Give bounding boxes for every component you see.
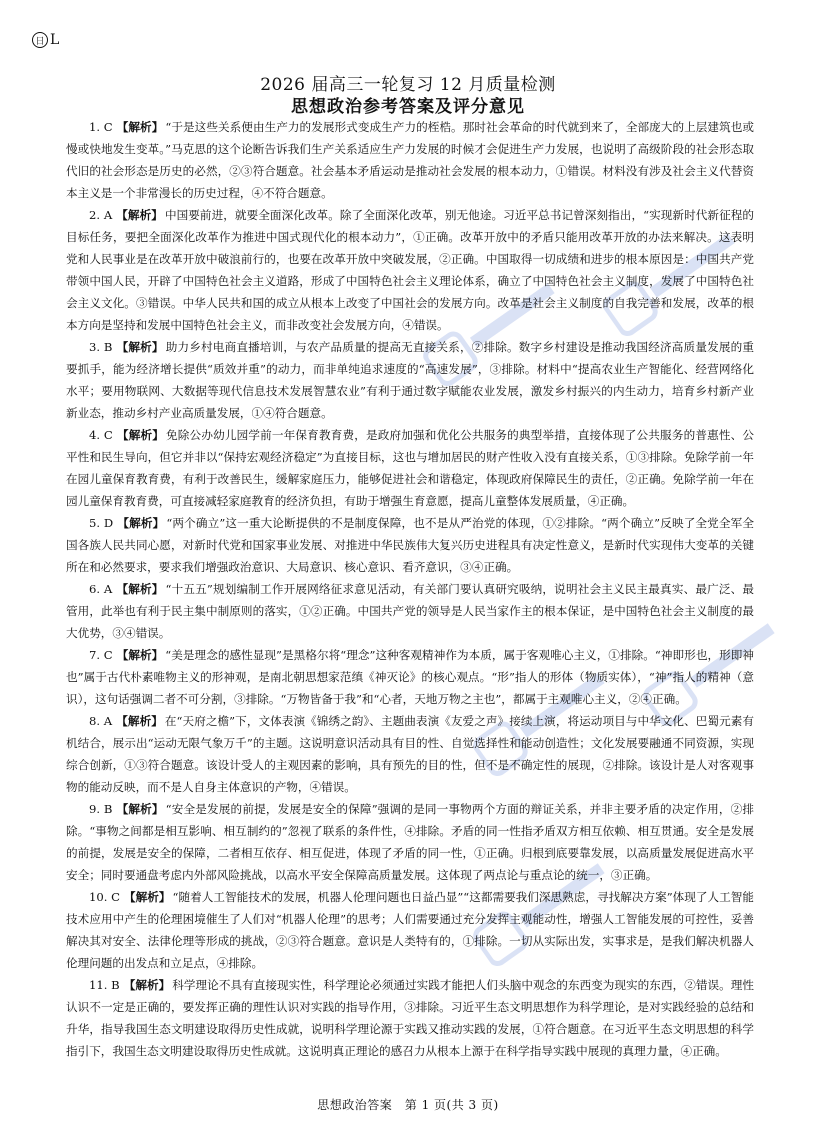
answer-number: 1. C: [89, 120, 113, 134]
analysis-text: 科学理论不具有直接现实性，科学理论必须通过实践才能把人们头脑中观念的东西变为现实的东西，②错误。理性认识不一定是正确的，要发挥正确的理性认识对实践的指导作用，③排除。习近平生态文明思想作为科学理论，是对实践经验的总结和升华，指导我国生态文明建设取得历史性成就，说明科学理论源于实践又推动实践的发展，①符合题意。在习近平生态文明思想的科学指引下，我国生态文明建设取得历史性成就。这说明真正理论的感召力从根本上源于在科学指导实践中展现的真理力量，④正确。: [66, 978, 754, 1058]
answer-item: [66, 116, 754, 204]
answer-number: 3. B: [89, 340, 113, 354]
exam-title: 2026 届高三一轮复习 12 月质量检测: [260, 75, 556, 95]
answer-item: [66, 886, 754, 974]
answer-number: 4. C: [89, 428, 113, 442]
answer-item: [66, 424, 754, 512]
answer-item: [66, 974, 754, 1062]
answer-number: 9. B: [89, 802, 113, 816]
analysis-tag: 【解析】: [123, 978, 171, 992]
analysis-tag: 【解析】: [116, 340, 164, 354]
answer-item: [66, 336, 754, 424]
answer-number: 7. C: [89, 648, 113, 662]
answer-item: [66, 798, 754, 886]
analysis-text: “于是这些关系便由生产力的发展形式变成生产力的桎梏。那时社会革命的时代就到来了，全部庞大的上层建筑也或慢或快地发生变革。”马克思的这个论断告诉我们生产关系适应生产力发展的时候才会促进生产力发展，也说明了高级阶段的社会形态取代旧的社会形态是历史的必然，②③符合题意。社会基本矛盾运动是推动社会发展的根本动力，①错误。材料没有涉及社会主义代替资本主义是一个非常漫长的历史过程，④不符合题意。: [66, 120, 754, 200]
analysis-text: “安全是发展的前提，发展是安全的保障”强调的是同一事物两个方面的辩证关系，并非主要矛盾的决定作用，②排除。“事物之间都是相互影响、相互制约的”忽视了联系的条件性，④排除。矛盾的同一性指矛盾双方相互依赖、相互贯通。安全是发展的前提，发展是安全的保障，二者相互依存、相互促进，体现了矛盾的同一性，①正确。归根到底要靠发展，以高质量发展促进高水平安全；同时要通盘考虑内外部风险挑战，以高水平安全保障高质量发展。这体现了两点论与重点论的统一，③正确。: [66, 802, 754, 882]
analysis-text: “美是理念的感性显现”是黑格尔将“理念”这种客观精神作为本质，属于客观唯心主义，①排除。“神即形也，形即神也”属于古代朴素唯物主义的形神观，是南北朝思想家范缜《神灭论》的核心观点。“形”指人的形体（物质实体），“神”指人的精神（意识），这句话强调二者不可分割，③排除。“万物皆备于我”和“心者，天地万物之主也”，都属于主观唯心主义，②④正确。: [66, 648, 754, 706]
analysis-tag: 【解析】: [116, 714, 163, 728]
analysis-text: 免除公办幼儿园学前一年保育教育费，是政府加强和优化公共服务的典型举措，直接体现了公共服务的普惠性、公平性和民生导向，但它并非以“保持宏观经济稳定”为直接目标，这也与增加居民的财产性收入没有直接关系，①③排除。免除学前一年在园儿童保育教育费，有利于改善民生，缓解家庭压力，能够促进社会和谐稳定，体现政府保障民生的责任，②正确。免除学前一年在园儿童保育教育费，可直接减轻家庭教育的经济负担，有助于增强生育意愿，提高儿童整体发展质量，④正确。: [66, 428, 754, 508]
answer-number: 5. D: [89, 516, 114, 530]
analysis-tag: 【解析】: [117, 516, 165, 530]
analysis-tag: 【解析】: [116, 802, 164, 816]
analysis-text: 中国要前进，就要全面深化改革。除了全面深化改革，别无他途。习近平总书记曾深刻指出，“实现新时代新征程的目标任务，要把全面深化改革作为推进中国式现代化的根本动力”，①正确。改革开放中的矛盾只能用改革开放的办法来解决。这表明党和人民事业是在改革开放中破浪前行的，也要在改革开放中突破发展，②正确。中国取得一切成绩和进步的根本原因是：中国共产党带领中国人民，开辟了中国特色社会主义道路，形成了中国特色社会主义理论体系，确立了中国特色社会主义制度，发展了中国特色社会主义文化。③错误。中华人民共和国的成立从根本上改变了中国社会的发展方向。改革是社会主义制度的自我完善和发展，改革的根本方向是坚持和发展中国特色社会主义，而非改变社会发展方向，④错误。: [66, 208, 755, 332]
analysis-tag: 【解析】: [116, 428, 165, 442]
analysis-tag: 【解析】: [116, 120, 164, 134]
answer-item: [66, 644, 754, 710]
analysis-text: 在“天府之檐”下，文体表演《锦绣之韵》、主题曲表演《友爱之声》接续上演，将运动项目与中华文化、巴蜀元素有机结合，展示出“运动无限气象万千”的主题。这说明意识活动具有目的性、自觉选择性和能动创造性；文化发展要融通不同资源，实现综合创新，①③符合题意。该设计受人的主观因素的影响，具有预先的目的性，但不是不确定性的展现，②排除。该设计是人对客观事物的能动反映，而不是人自身主体意识的产物，④错误。: [66, 714, 754, 794]
analysis-tag: 【解析】: [124, 890, 171, 904]
answer-list: [66, 116, 754, 1062]
paper-code-letter: L: [50, 32, 60, 48]
analysis-text: 助力乡村电商直播培训，与农产品质量的提高无直接关系，②排除。数字乡村建设是推动我国经济高质量发展的重要抓手，能为经济增长提供“质效并重”的动力，而非单纯追求速度的“高速发展”，③排除。材料中“提高农业生产智能化、经营网络化水平；要用物联网、大数据等现代信息技术发展智慧农业”有利于通过数字赋能农业发展，激发乡村振兴的内生动力，培育乡村新产业新业态，推动乡村产业高质量发展，①④符合题意。: [66, 340, 754, 420]
analysis-tag: 【解析】: [116, 208, 163, 222]
analysis-tag: 【解析】: [116, 582, 164, 596]
answer-item: [66, 710, 754, 798]
answer-item: [66, 578, 754, 644]
analysis-text: “两个确立”这一重大论断提供的不是制度保障，也不是从严治党的体现，①②排除。“两个确立”反映了全党全军全国各族人民共同心愿，对新时代党和国家事业发展、对推进中华民族伟大复兴历史进程具有决定性意义，是新时代实现伟大变革的关键所在和必然要求，要求我们增强政治意识、大局意识、核心意识、看齐意识，③④正确。: [66, 516, 754, 574]
page-footer: 思想政治答案 第 1 页(共 3 页): [317, 1098, 499, 1112]
answer-number: 8. A: [89, 714, 113, 728]
answer-number: 10. C: [89, 890, 121, 904]
paper-code-badge: [32, 32, 59, 48]
analysis-text: “十五五”规划编制工作开展网络征求意见活动，有关部门要认真研究吸纳，说明社会主义民主最真实、最广泛、最管用，此举也有利于民主集中制原则的落实，①②正确。中国共产党的领导是人民当家作主的根本保证，是中国特色社会主义制度的最大优势，③④错误。: [66, 582, 754, 640]
answer-item: [66, 204, 754, 336]
answer-item: [66, 512, 754, 578]
answer-number: 6. A: [89, 582, 113, 596]
analysis-text: “随着人工智能技术的发展，机器人伦理问题也日益凸显”“这都需要我们深思熟虑，寻找解决方案”体现了人工智能技术应用中产生的伦理困境催生了人们对“机器人伦理”的思考；人们需要通过充分发挥主观能动性，增强人工智能发展的可控性，妥善解决其对安全、法律伦理等形成的挑战，②③符合题意。意识是人类特有的，①排除。一切从实际出发，实事求是，是我们解决机器人伦理问题的出发点和立足点，④排除。: [66, 890, 754, 970]
answer-key-subtitle: 思想政治参考答案及评分意见: [291, 97, 525, 117]
analysis-tag: 【解析】: [116, 648, 164, 662]
answer-number: 11. B: [89, 978, 120, 992]
paper-code-circle: 日: [32, 32, 48, 48]
answer-number: 2. A: [89, 208, 113, 222]
